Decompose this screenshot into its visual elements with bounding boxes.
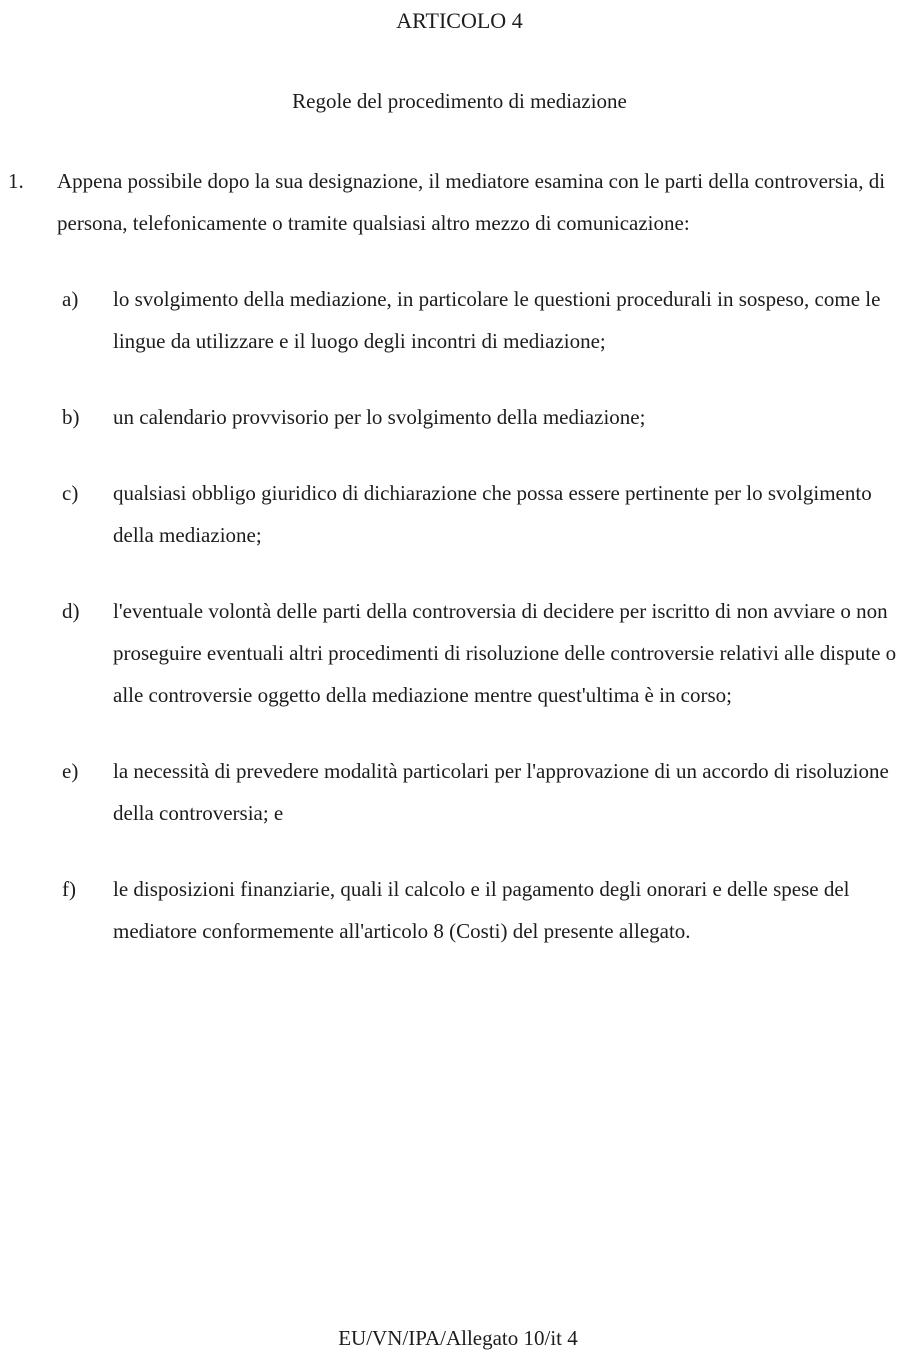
list-item-f	[62, 868, 911, 952]
list-item-label: c)	[62, 481, 79, 505]
list-item-a	[62, 278, 911, 362]
list-item-label: d)	[62, 599, 80, 623]
list-item-label: e)	[62, 759, 79, 783]
article-subtitle: Regole del procedimento di mediazione	[292, 89, 627, 113]
list-item-d	[62, 590, 911, 716]
list-item-text: la necessità di prevedere modalità particolari per l'approvazione di un accordo di risoluzione della controversia; e	[113, 759, 889, 825]
list-item-text: qualsiasi obbligo giuridico di dichiarazione che possa essere pertinente per lo svolgimento della mediazione;	[113, 481, 872, 547]
paragraph-1	[8, 160, 911, 244]
list-item-text: un calendario provvisorio per lo svolgimento della mediazione;	[113, 405, 646, 429]
list-item-c	[62, 472, 911, 556]
list-item-b	[62, 396, 911, 438]
list-item-text: lo svolgimento della mediazione, in particolare le questioni procedurali in sospeso, come le lingue da utilizzare e il luogo degli incontri di mediazione;	[113, 287, 881, 353]
article-title: ARTICOLO 4	[396, 8, 523, 33]
paragraph-number: 1.	[8, 169, 24, 193]
list-item-label: f)	[62, 877, 76, 901]
page-footer: EU/VN/IPA/Allegato 10/it 4	[338, 1326, 578, 1350]
list-item-e	[62, 750, 911, 834]
list-item-label: a)	[62, 287, 79, 311]
list-item-text: le disposizioni finanziarie, quali il calcolo e il pagamento degli onorari e delle spese del mediatore conformemente all'articolo 8 (Costi) del presente allegato.	[113, 877, 850, 943]
list-item-label: b)	[62, 405, 80, 429]
paragraph-text: Appena possibile dopo la sua designazione, il mediatore esamina con le parti della controversia, di persona, telefonicamente o tramite qualsiasi altro mezzo di comunicazione:	[57, 169, 886, 235]
list-item-text: l'eventuale volontà delle parti della controversia di decidere per iscritto di non avviare o non proseguire eventuali altri procedimenti di risoluzione delle controversie relativi alle dispute o alle controversie oggetto della mediazione mentre quest'ultima è in corso;	[113, 599, 897, 707]
